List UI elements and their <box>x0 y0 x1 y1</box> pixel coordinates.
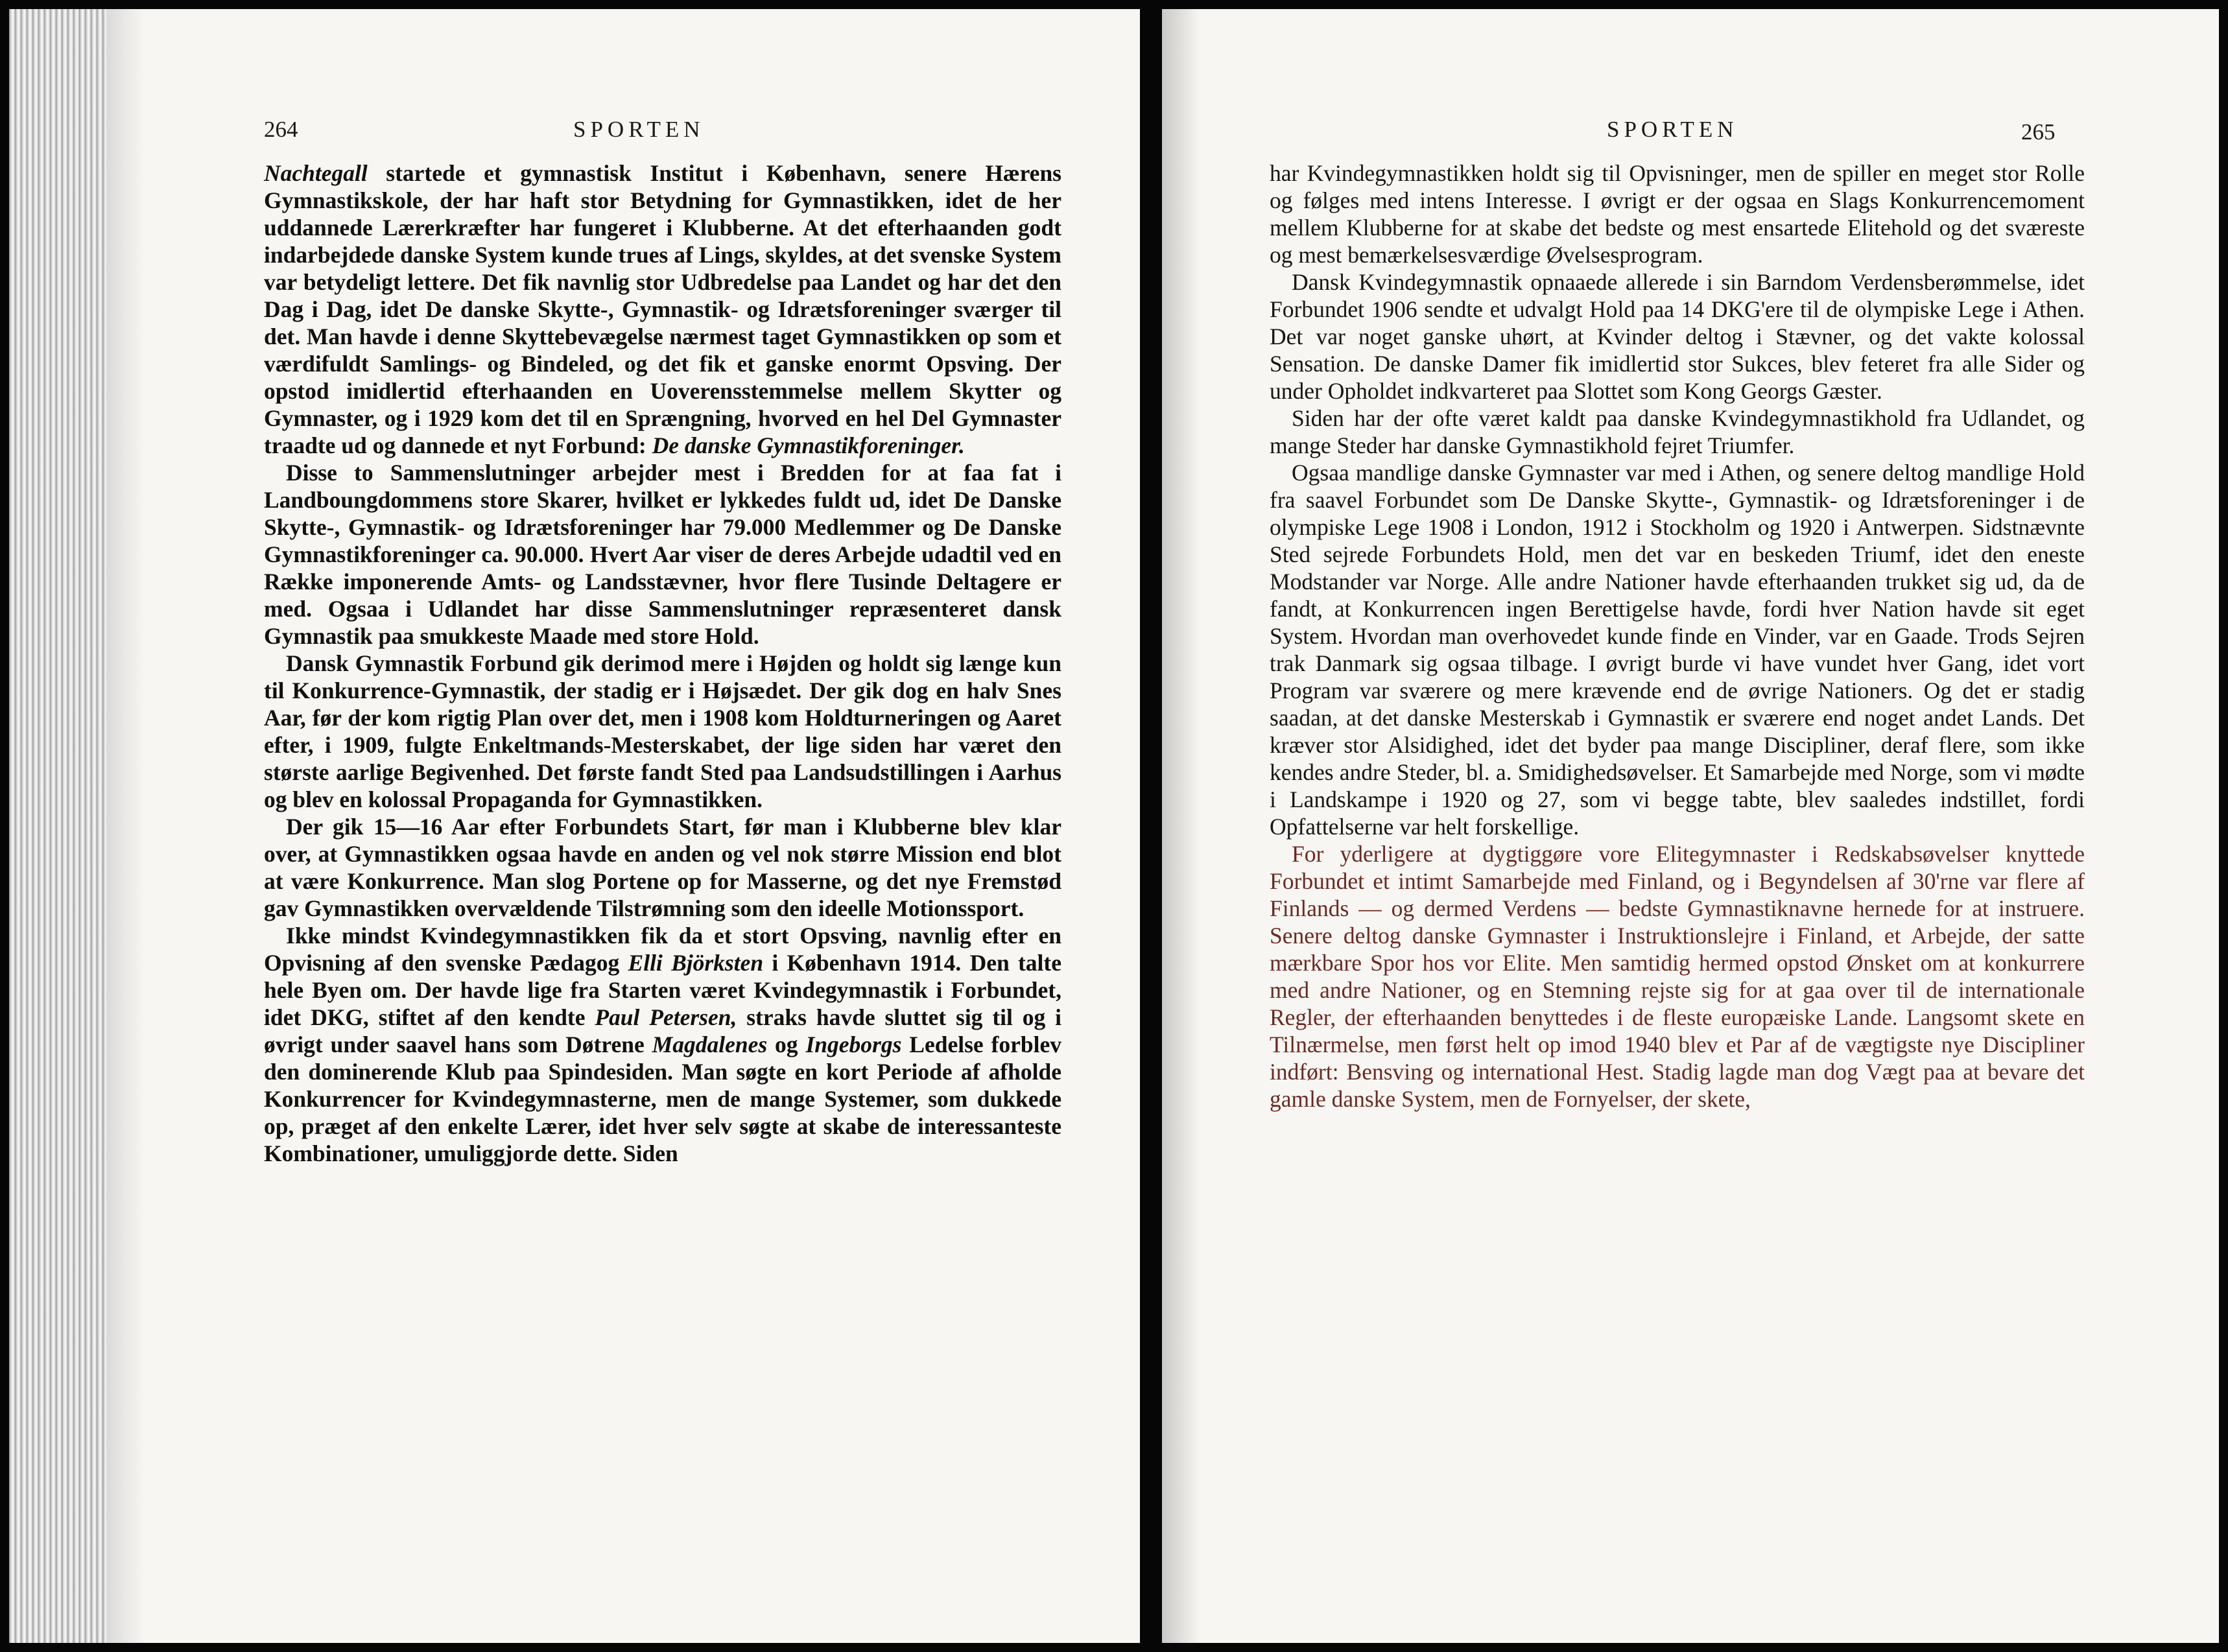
paragraph <box>1270 405 2085 459</box>
text-segment: Ledelse forblev den dominerende Klub paa Spindesiden. Man søgte en kort Periode af afholde Konkurrencer for Kvindegymnasterne, men de mange Systemer, som dukkede op, præget af den enkelte Lærer, idet hver selv søgte at skabe de interessanteste Kombinationer, umuliggjorde dette. Siden <box>264 1032 1061 1166</box>
text-segment: startede et gymnastisk Institut i København, senere Hærens Gymnastikskole, der har haft stor Betydning for Gymnastikken, idet de her uddannede Lærerkræfter har fungeret i Klubberne. At det efterhaanden godt indarbejdede danske System kunde trues af Lings, skyldes, at det svenske System var betydeligt lettere. Det fik navnlig stor Udbredelse paa Landet og har det den Dag i Dag, idet De danske Skytte-, Gymnastik- og Idrætsforeninger sværger til det. Man havde i denne Skyttebevægelse nærmest taget Gymnastikken op som et værdifuldt Samlings- og Bindeled, og det fik et ganske enormt Opsving. Der opstod imidlertid efterhaanden en Uoverensstemmelse mellem Skytter og Gymnaster, og i 1929 kom det til en Sprængning, hvorved en hel Del Gymnaster traadte ud og dannede et nyt Forbund: <box>264 160 1061 458</box>
paragraph <box>1270 159 2085 268</box>
text-segment: Dansk Gymnastik Forbund gik derimod mere i Højden og holdt sig længe kun til Konkurrence-Gymnastik, der stadig er i Højsædet. Der gik dog en halv Snes Aar, før der kom rigtig Plan over det, men i 1908 kom Holdturneringen og Aaret efter, i 1909, fulgte Enkeltmands-Mesterskabet, der lige siden har været den største aarlige Begivenhed. Det første fandt Sted paa Landsudstillingen i Aarhus og blev en kolossal Propaganda for Gymnastikken. <box>264 650 1061 812</box>
left-running-title: SPORTEN <box>573 117 705 142</box>
text-segment: Ogsaa mandlige danske Gymnaster var med i Athen, og senere deltog mandlige Hold fra saavel Forbundet som De Danske Skytte-, Gymnastik- og Idrætsforeninger i de olympiske Lege 1908 i London, 1912 i Stockholm og 1920 i Antwerpen. Sidstnævnte Sted sejrede Forbundets Hold, men det var en beskeden Triumf, idet den eneste Modstander var Norge. Alle andre Nationer havde efterhaanden trukket sig ud, da de fandt, at Konkurrencen ingen Berettigelse havde, fordi hver Nation havde sit eget System. Hvordan man overhovedet kunde finde en Vinder, var en Gaade. Trods Sejren trak Danmark sig ogsaa tilbage. I øvrigt burde vi have vundet hver Gang, idet vort Program var sværere og mere krævende end de øvrige Nationers. Og det er stadig saadan, at det danske Mesterskab i Gymnastik er sværere end noget andet Lands. Det kræver stor Alsidighed, idet det byder paa mange Discipliner, deraf flere, som ikke kendes andre Steder, bl. a. Smidighedsøvelser. Et Samarbejde med Norge, som vi mødte i Landskampe i 1920 og 27, som vi begge tabte, blev saaledes indstillet, fordi Opfattelserne var helt forskellige. <box>1270 460 2085 840</box>
italic-text: Paul Petersen, <box>595 1004 737 1030</box>
paragraph <box>1270 268 2085 405</box>
text-segment: Der gik 15—16 Aar efter Forbundets Start, før man i Klubberne blev klar over, at Gymnastikken ogsaa havde en anden og vel nok større Mission end blot at være Konkurrence. Man slog Portene op for Masserne, og det nye Fremstød gav Gymnastikken overvældende Tilstrømning som den ideelle Motionssport. <box>264 814 1061 921</box>
paragraph <box>1270 840 2085 1113</box>
text-segment: og <box>767 1032 806 1057</box>
text-segment: Ikke mindst Kvindegymnastikken fik da et stort Opsving, navnlig efter en Opvisning af den svenske Pædagog <box>264 923 1061 976</box>
paragraph <box>264 813 1061 922</box>
text-segment: i København 1914. Den talte hele Byen om. Der havde lige fra Starten været Kvindegymnastik i Forbundet, idet DKG, stiftet af den kendte <box>264 950 1061 1030</box>
left-page <box>9 9 1140 1643</box>
italic-text: De danske Gymnastikforeninger. <box>652 432 965 458</box>
italic-text: Ingeborgs <box>805 1032 902 1057</box>
paragraph <box>264 922 1061 1167</box>
text-segment: har Kvindegymnastikken holdt sig til Opvisninger, men de spiller en meget stor Rolle og følges med intens Interesse. I øvrigt er der ogsaa en Slags Konkurrencemoment mellem Klubberne for at skabe det bedste og mest ensartede Elitehold og det sværeste og mest bemærkelsesværdige Øvelsesprogram. <box>1270 160 2085 268</box>
paragraph <box>1270 459 2085 840</box>
left-page-number: 264 <box>264 117 298 142</box>
text-segment: For yderligere at dygtiggøre vore Elitegymnaster i Redskabsøvelser knyttede Forbundet et intimt Samarbejde med Finland, og i Begyndelsen af 30'rne var flere af Finlands — og dermed Verdens — bedste Gymnastiknavne hernede for at instruere. Senere deltog danske Gymnaster i Instruktionslejre i Finland, et Arbejde, der satte mærkbare Spor hos vor Elite. Men samtidig hermed opstod Ønsket om at konkurrere med andre Nationer, og en Stemning rejste sig for at gaa over til de internationale Regler, der efterhaanden benyttedes i de fleste europæiske Lande. Langsomt skete en Tilnærmelse, men først helt op imod 1940 blev et Par af de vægtigste nye Discipliner indført: Bensving og international Hest. Stadig lagde man dog Vægt paa at bevare det gamle danske System, men de Fornyelser, der skete, <box>1270 841 2085 1112</box>
paragraph <box>264 650 1061 813</box>
right-page-number: 265 <box>2021 119 2056 145</box>
text-segment: Disse to Sammenslutninger arbejder mest i Bredden for at faa fat i Landboungdommens store Skarer, hvilket er lykkedes fuldt ud, idet De Danske Skytte-, Gymnastik- og Idrætsforeninger har 79.000 Medlemmer og De Danske Gymnastikforeninger ca. 90.000. Hvert Aar viser de deres Arbejde udadtil ved en Række imponerende Amts- og Landsstævner, hvor flere Tusinde Deltagere er med. Ogsaa i Udlandet har disse Sammenslutninger repræsenteret dansk Gymnastik paa smukkeste Maade med store Hold. <box>264 460 1061 649</box>
page-edges-fade <box>106 9 145 1643</box>
text-segment: straks havde sluttet sig til og i øvrigt under saavel hans som Døtrene <box>264 1004 1061 1057</box>
italic-text: Elli Björksten <box>628 950 764 976</box>
text-segment: Dansk Kvindegymnastik opnaaede allerede i sin Barndom Verdensberømmelse, idet Forbundet 1906 sendte et udvalgt Hold paa 14 DKG'ere til de olympiske Lege i Athen. Det var noget ganske uhørt, at Kvinder deltog i Stævner, og det vakte kolossal Sensation. De danske Damer fik imidlertid stor Sukces, blev feteret fra alle Sider og under Opholdet indkvarteret paa Slottet som Kong Georgs Gæster. <box>1270 269 2085 404</box>
italic-text: Magdalenes <box>652 1032 768 1057</box>
page-edges <box>9 9 106 1643</box>
paragraph <box>264 159 1061 459</box>
right-page-body <box>1270 159 2085 1113</box>
paragraph <box>264 459 1061 650</box>
left-page-body <box>264 159 1061 1167</box>
text-segment: Siden har der ofte været kaldt paa danske Kvindegymnastikhold fra Udlandet, og mange Steder har danske Gymnastikhold fejret Triumfer. <box>1270 405 2085 458</box>
right-page <box>1162 9 2219 1643</box>
right-running-title: SPORTEN <box>1607 117 1738 142</box>
italic-text: Nachtegall <box>264 160 368 186</box>
spine-shadow <box>1162 9 1201 1643</box>
